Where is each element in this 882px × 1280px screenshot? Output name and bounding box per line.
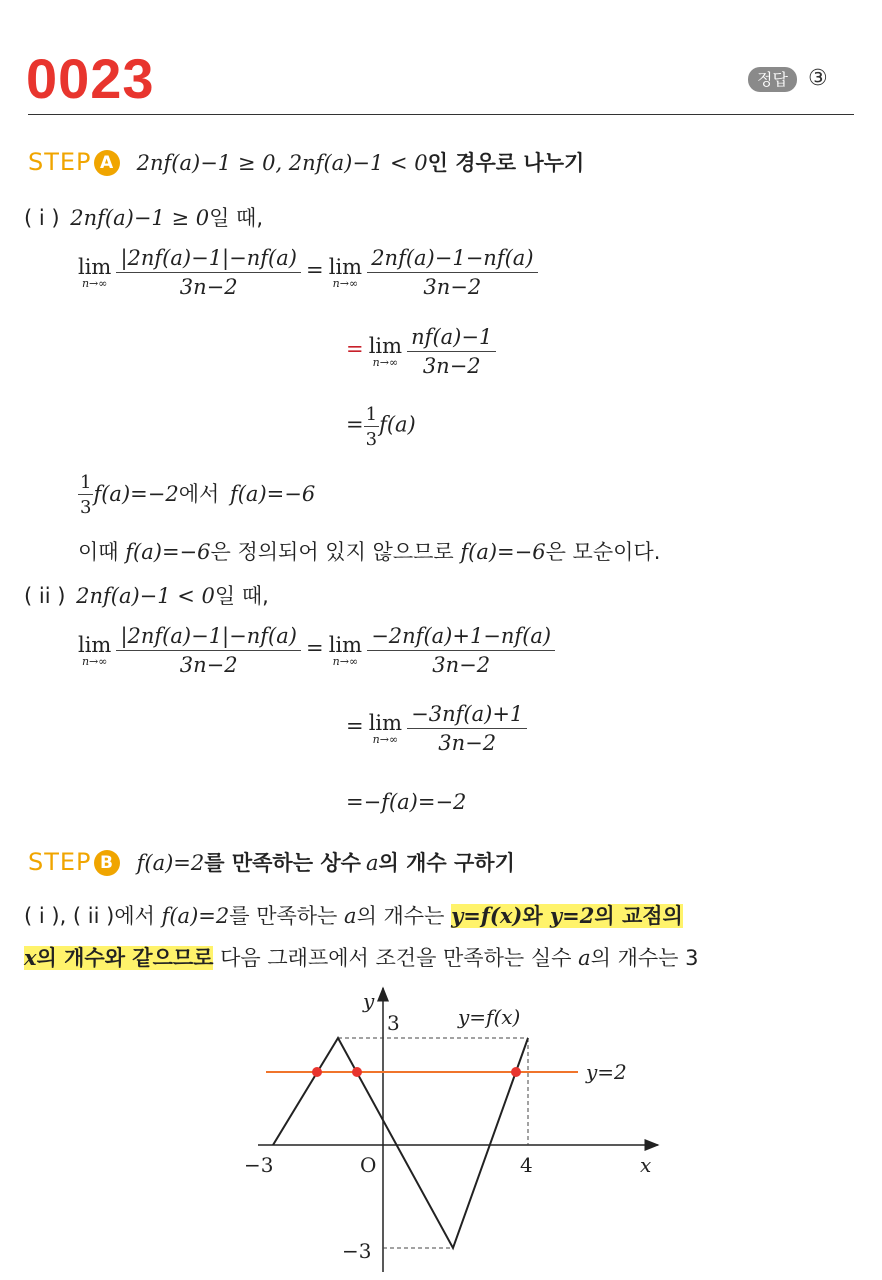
one-third-fraction: $\frac{1}{3}$	[80, 472, 92, 518]
case1-condition: 2nf(a)−1 ≥ 0	[70, 206, 210, 230]
case2-eq3: =−f(a)=−2	[346, 790, 467, 814]
case2-rhs2-fraction: $\frac{-3nf(a)+1}{3n-2}$	[407, 702, 527, 755]
highlight-1: y=f(x)와 y=2의 교점의	[451, 903, 683, 928]
case1-result-math2: f(a)=−6	[229, 482, 316, 506]
case2-condition: 2nf(a)−1 < 0	[76, 584, 215, 608]
function-graph	[0, 980, 882, 1280]
case1-heading	[24, 202, 263, 232]
answer-badge: 정답	[748, 67, 797, 92]
case1-eq3	[346, 404, 416, 450]
tick-x-left: −3	[244, 1153, 274, 1177]
lim-operator: lim n→∞	[328, 633, 363, 668]
step-b-math1: f(a)=2	[136, 851, 205, 875]
step-a-math: 2nf(a)−1 ≥ 0, 2nf(a)−1 < 0	[136, 151, 428, 175]
highlight-2: x의 개수와 같으므로	[24, 945, 214, 970]
conclusion-text2: 를 만족하는	[229, 904, 338, 928]
case2-heading	[24, 580, 269, 610]
lim-operator: lim n→∞	[368, 711, 403, 746]
case1-note	[78, 536, 660, 566]
case1-result-math: f(a)=−2	[93, 482, 179, 506]
step-a-text: 인 경우로 나누기	[427, 151, 585, 175]
conclusion-text4: 다음 그래프에서 조건을 만족하는 실수	[220, 946, 572, 970]
case1-note-text2: 은 정의되어 있지 않으므로	[210, 540, 454, 564]
step-b-tag: STEP	[28, 848, 92, 876]
case1-label: ( i )	[24, 206, 60, 230]
curve-label: y=f(x)	[458, 1005, 521, 1029]
curve-f	[273, 1038, 528, 1248]
lim-operator: lim n→∞	[368, 334, 403, 369]
conclusion-math2: a	[344, 904, 357, 928]
answer-area	[748, 66, 828, 91]
case1-note-math1: f(a)=−6	[125, 540, 211, 564]
conclusion-line2	[24, 942, 699, 972]
y-axis-label: y	[363, 989, 375, 1013]
intersection-point	[352, 1067, 362, 1077]
intersection-point	[312, 1067, 322, 1077]
case2-lhs-fraction: $\frac{|2nf(a)-1|-nf(a)}{3n-2}$	[116, 624, 300, 677]
case2-rhs1-fraction: $\frac{-2nf(a)+1-nf(a)}{3n-2}$	[367, 624, 555, 677]
lim-operator: lim n→∞	[78, 255, 112, 290]
origin-label: O	[360, 1153, 377, 1177]
step-a-letter: A	[94, 150, 120, 176]
case2-condition-suffix: 일 때,	[214, 584, 269, 608]
conclusion-math3: a	[578, 946, 591, 970]
equals-sign: =	[306, 636, 324, 660]
tick-x-right: 4	[520, 1153, 533, 1177]
case1-result-text: 에서	[178, 482, 220, 506]
lim-operator: lim n→∞	[78, 633, 112, 668]
answer-value: ③	[808, 66, 828, 91]
case1-result	[78, 472, 315, 518]
case1-note-text3: 은 모순이다.	[545, 540, 661, 564]
equals-sign: =	[346, 337, 364, 361]
step-a-heading	[28, 147, 584, 177]
step-b-text2: 의 개수 구하기	[378, 851, 515, 875]
intersection-point	[511, 1067, 521, 1077]
x-axis-label: x	[640, 1153, 652, 1177]
step-b-text1: 를 만족하는 상수	[204, 851, 361, 875]
tick-y-bottom: −3	[342, 1239, 372, 1263]
step-b-heading	[28, 847, 515, 877]
conclusion-math1: f(a)=2	[161, 904, 230, 928]
case1-condition-suffix: 일 때,	[209, 206, 264, 230]
problem-number: 0023	[26, 47, 155, 110]
conclusion-text5: 의 개수는 3	[590, 946, 699, 970]
case2-eq2	[346, 702, 527, 755]
conclusion-text1: ( i ), ( ii )에서	[24, 904, 155, 928]
case1-eq2	[346, 325, 496, 378]
case2-label: ( ii )	[24, 584, 66, 608]
step-b-letter: B	[94, 850, 120, 876]
conclusion-text3: 의 개수는	[356, 904, 445, 928]
line-label: y=2	[586, 1060, 627, 1084]
equals-sign: =	[306, 258, 324, 282]
case1-lhs-fraction: $\frac{|2nf(a)-1|-nf(a)}{3n-2}$	[116, 246, 300, 299]
step-b-math2: a	[365, 851, 379, 875]
step-a-tag: STEP	[28, 148, 92, 176]
case1-rhs1-fraction: $\frac{2nf(a)-1-nf(a)}{3n-2}$	[367, 246, 537, 299]
case1-note-text1: 이때	[78, 540, 119, 564]
equals-sign: =	[346, 412, 364, 437]
one-third-fraction: $\frac{1}{3}$	[365, 404, 378, 450]
case1-eq1	[78, 246, 538, 299]
case1-note-math2: f(a)=−6	[460, 540, 546, 564]
conclusion-line1	[24, 900, 683, 930]
lim-operator: lim n→∞	[328, 255, 363, 290]
case1-rhs3-rest: f(a)	[379, 412, 416, 437]
equals-sign: =	[346, 714, 364, 738]
case2-eq1	[78, 624, 555, 677]
tick-y-top: 3	[387, 1011, 400, 1035]
case1-rhs2-fraction: $\frac{nf(a)-1}{3n-2}$	[407, 325, 496, 378]
header-divider	[28, 114, 854, 115]
